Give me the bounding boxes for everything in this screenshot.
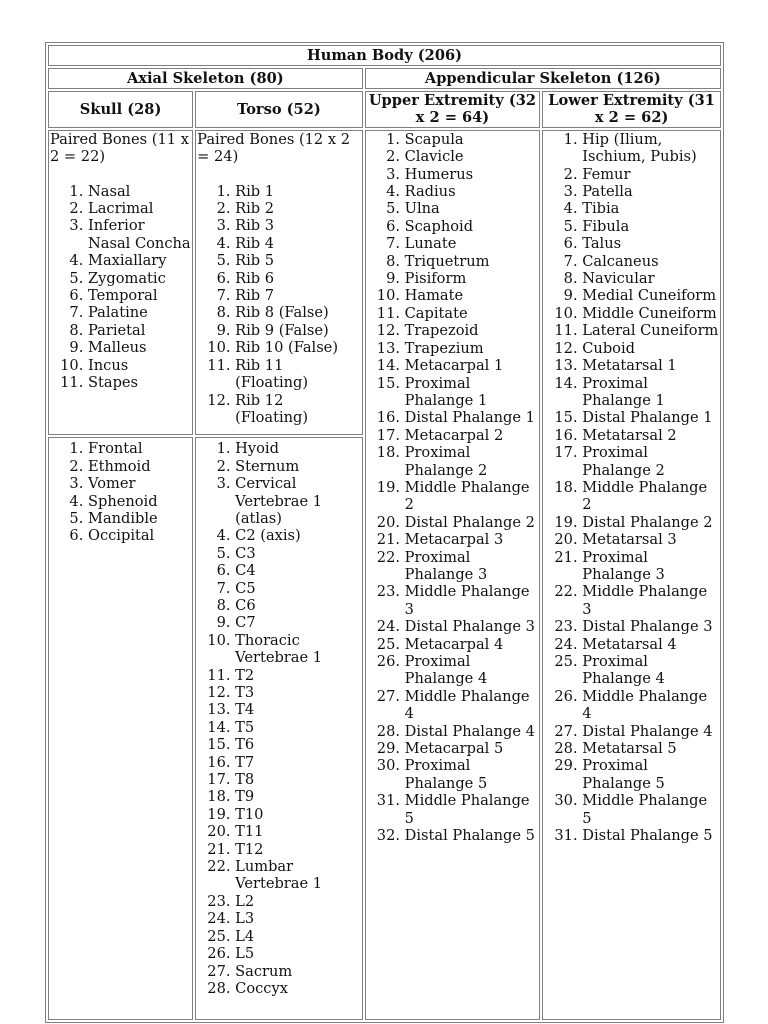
- list-item: 31. Middle Phalange 5: [405, 792, 539, 827]
- list-item: 6. Rib 6: [235, 270, 360, 287]
- list-item: 16. Metatarsal 2: [582, 427, 719, 444]
- list-item: 22. Lumbar Vertebrae 1: [235, 858, 360, 893]
- list-item: 21. T12: [235, 841, 360, 858]
- list-item: 9. C7: [235, 614, 360, 631]
- list-item: 3. Rib 3: [235, 217, 360, 234]
- list-item: 28. Metatarsal 5: [582, 740, 719, 757]
- list-item: 11. Capitate: [405, 305, 539, 322]
- list-item: 16. Distal Phalange 1: [405, 409, 539, 426]
- list-item: 10. Thoracic Vertebrae 1: [235, 632, 360, 667]
- list-item: 5. Rib 5: [235, 252, 360, 269]
- list-item: 2. Clavicle: [405, 148, 539, 165]
- list-item: 14. Proximal Phalange 1: [582, 375, 719, 410]
- list-item: 7. Lunate: [405, 235, 539, 252]
- list-item: 1. Hyoid: [235, 440, 360, 457]
- appendicular-skeleton-header: Appendicular Skeleton (126): [365, 68, 721, 89]
- list-item: 27. Sacrum: [235, 963, 360, 980]
- list-item: 18. Middle Phalange 2: [582, 479, 719, 514]
- list-item: 11. Stapes: [88, 374, 191, 391]
- list-item: 17. Metacarpal 2: [405, 427, 539, 444]
- list-item: 6. Occipital: [88, 527, 191, 544]
- list-item: 1. Scapula: [405, 131, 539, 148]
- torso-paired-cell: [195, 130, 362, 436]
- list-item: 26. L5: [235, 945, 360, 962]
- list-item: 20. Distal Phalange 2: [405, 514, 539, 531]
- skull-header: Skull (28): [48, 91, 193, 128]
- lower-extremity-cell: [542, 130, 721, 1021]
- skull-paired-cell: [48, 130, 193, 436]
- list-item: 5. C3: [235, 545, 360, 562]
- list-item: 1. Nasal: [88, 183, 191, 200]
- list-item: 29. Proximal Phalange 5: [582, 757, 719, 792]
- list-item: 6. C4: [235, 562, 360, 579]
- list-item: 13. T4: [235, 701, 360, 718]
- list-item: 5. Ulna: [405, 200, 539, 217]
- list-item: 27. Distal Phalange 4: [582, 723, 719, 740]
- skull-single-list: [50, 440, 191, 544]
- list-item: 3. Cervical Vertebrae 1 (atlas): [235, 475, 360, 527]
- list-item: 15. Distal Phalange 1: [582, 409, 719, 426]
- list-item: 25. Proximal Phalange 4: [582, 653, 719, 688]
- list-item: 8. Navicular: [582, 270, 719, 287]
- list-item: 8. Rib 8 (False): [235, 304, 360, 321]
- list-item: 7. C5: [235, 580, 360, 597]
- list-item: 8. Parietal: [88, 322, 191, 339]
- list-item: 12. T3: [235, 684, 360, 701]
- list-item: 5. Zygomatic: [88, 270, 191, 287]
- list-item: 4. Tibia: [582, 200, 719, 217]
- list-item: 23. Distal Phalange 3: [582, 618, 719, 635]
- list-item: 2. Femur: [582, 166, 719, 183]
- list-item: 30. Proximal Phalange 5: [405, 757, 539, 792]
- upper-extremity-list: [367, 131, 539, 845]
- list-item: 5. Fibula: [582, 218, 719, 235]
- upper-extremity-header: Upper Extremity (32 x 2 = 64): [365, 91, 541, 128]
- bones-table: [45, 42, 724, 1023]
- list-item: 10. Incus: [88, 357, 191, 374]
- list-item: 1. Frontal: [88, 440, 191, 457]
- list-item: 7. Calcaneus: [582, 253, 719, 270]
- list-item: 12. Cuboid: [582, 340, 719, 357]
- list-item: 4. Sphenoid: [88, 493, 191, 510]
- torso-paired-list: [197, 183, 360, 427]
- list-item: 6. Temporal: [88, 287, 191, 304]
- list-item: 3. Vomer: [88, 475, 191, 492]
- list-item: 12. Trapezoid: [405, 322, 539, 339]
- torso-single-cell: [195, 437, 362, 1020]
- list-item: 17. T8: [235, 771, 360, 788]
- skull-paired-list: [50, 183, 191, 392]
- list-item: 32. Distal Phalange 5: [405, 827, 539, 844]
- list-item: 20. T11: [235, 823, 360, 840]
- list-item: 22. Proximal Phalange 3: [405, 549, 539, 584]
- list-item: 23. L2: [235, 893, 360, 910]
- list-item: 12. Rib 12 (Floating): [235, 392, 360, 427]
- list-item: 15. T6: [235, 736, 360, 753]
- list-item: 24. Distal Phalange 3: [405, 618, 539, 635]
- list-item: 8. C6: [235, 597, 360, 614]
- list-item: 11. Lateral Cuneiform: [582, 322, 719, 339]
- list-item: 13. Metatarsal 1: [582, 357, 719, 374]
- list-item: 24. L3: [235, 910, 360, 927]
- axial-skeleton-header: Axial Skeleton (80): [48, 68, 363, 89]
- list-item: 9. Malleus: [88, 339, 191, 356]
- title-row: [48, 45, 721, 66]
- list-item: 2. Rib 2: [235, 200, 360, 217]
- list-item: 15. Proximal Phalange 1: [405, 375, 539, 410]
- list-item: 26. Proximal Phalange 4: [405, 653, 539, 688]
- paired-bones-row: [48, 130, 721, 436]
- list-item: 7. Rib 7: [235, 287, 360, 304]
- list-item: 21. Metacarpal 3: [405, 531, 539, 548]
- list-item: 5. Mandible: [88, 510, 191, 527]
- torso-paired-label: Paired Bones (12 x 2 = 24): [197, 130, 351, 166]
- list-item: 19. Distal Phalange 2: [582, 514, 719, 531]
- upper-extremity-cell: [365, 130, 541, 1021]
- list-item: 9. Medial Cuneiform: [582, 287, 719, 304]
- torso-single-list: [197, 440, 360, 997]
- list-item: 4. Maxiallary: [88, 252, 191, 269]
- list-item: 29. Metacarpal 5: [405, 740, 539, 757]
- list-item: 27. Middle Phalange 4: [405, 688, 539, 723]
- list-item: 2. Lacrimal: [88, 200, 191, 217]
- skeleton-header-row: [48, 68, 721, 89]
- list-item: 10. Rib 10 (False): [235, 339, 360, 356]
- list-item: 18. Proximal Phalange 2: [405, 444, 539, 479]
- list-item: 1. Hip (Ilium, Ischium, Pubis): [582, 131, 719, 166]
- list-item: 14. T5: [235, 719, 360, 736]
- list-item: 7. Palatine: [88, 304, 191, 321]
- list-item: 3. Patella: [582, 183, 719, 200]
- list-item: 24. Metatarsal 4: [582, 636, 719, 653]
- list-item: 19. T10: [235, 806, 360, 823]
- list-item: 18. T9: [235, 788, 360, 805]
- list-item: 17. Proximal Phalange 2: [582, 444, 719, 479]
- lower-extremity-header: Lower Extremity (31 x 2 = 62): [542, 91, 721, 128]
- list-item: 31. Distal Phalange 5: [582, 827, 719, 844]
- list-item: 25. L4: [235, 928, 360, 945]
- list-item: 9. Rib 9 (False): [235, 322, 360, 339]
- list-item: 11. Rib 11 (Floating): [235, 357, 360, 392]
- region-header-row: [48, 91, 721, 128]
- list-item: 21. Proximal Phalange 3: [582, 549, 719, 584]
- torso-header: Torso (52): [195, 91, 362, 128]
- list-item: 11. T2: [235, 667, 360, 684]
- list-item: 20. Metatarsal 3: [582, 531, 719, 548]
- list-item: 6. Talus: [582, 235, 719, 252]
- skull-paired-label: Paired Bones (11 x 2 = 22): [50, 130, 189, 166]
- list-item: 2. Sternum: [235, 458, 360, 475]
- list-item: 4. C2 (axis): [235, 527, 360, 544]
- list-item: 23. Middle Phalange 3: [405, 583, 539, 618]
- list-item: 16. T7: [235, 754, 360, 771]
- list-item: 8. Triquetrum: [405, 253, 539, 270]
- list-item: 26. Middle Phalange 4: [582, 688, 719, 723]
- list-item: 13. Trapezium: [405, 340, 539, 357]
- list-item: 10. Middle Cuneiform: [582, 305, 719, 322]
- list-item: 2. Ethmoid: [88, 458, 191, 475]
- list-item: 9. Pisiform: [405, 270, 539, 287]
- list-item: 10. Hamate: [405, 287, 539, 304]
- list-item: 4. Rib 4: [235, 235, 360, 252]
- list-item: 3. Inferior Nasal Concha: [88, 217, 191, 252]
- list-item: 3. Humerus: [405, 166, 539, 183]
- list-item: 4. Radius: [405, 183, 539, 200]
- skull-single-cell: [48, 437, 193, 1020]
- list-item: 25. Metacarpal 4: [405, 636, 539, 653]
- list-item: 19. Middle Phalange 2: [405, 479, 539, 514]
- table-title: Human Body (206): [48, 45, 721, 66]
- list-item: 14. Metacarpal 1: [405, 357, 539, 374]
- list-item: 6. Scaphoid: [405, 218, 539, 235]
- list-item: 28. Coccyx: [235, 980, 360, 997]
- lower-extremity-list: [544, 131, 719, 845]
- list-item: 28. Distal Phalange 4: [405, 723, 539, 740]
- list-item: 1. Rib 1: [235, 183, 360, 200]
- list-item: 22. Middle Phalange 3: [582, 583, 719, 618]
- list-item: 30. Middle Phalange 5: [582, 792, 719, 827]
